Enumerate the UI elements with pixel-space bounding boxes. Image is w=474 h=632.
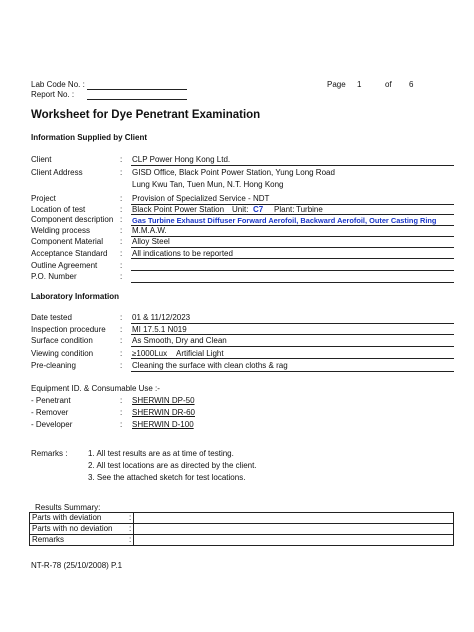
precleaning-label: Pre-cleaning bbox=[31, 361, 76, 370]
welding-value: M.M.A.W. bbox=[132, 226, 167, 235]
results-row-value bbox=[134, 535, 454, 546]
welding-label: Welding process bbox=[31, 226, 90, 235]
colon: : bbox=[120, 396, 123, 405]
remark-item-1: 1. All test results are as at time of testing. bbox=[88, 449, 234, 458]
lab-code-line bbox=[87, 89, 187, 90]
equipment-heading: Equipment ID. & Consumable Use :- bbox=[31, 384, 160, 393]
procedure-value: MI 17.5.1 N019 bbox=[132, 325, 187, 334]
penetrant-label: - Penetrant bbox=[31, 396, 71, 405]
colon: : bbox=[120, 313, 123, 322]
viewing-label: Viewing condition bbox=[31, 349, 94, 358]
location-unit: C7 bbox=[253, 205, 264, 214]
developer-label: - Developer bbox=[31, 420, 73, 429]
acceptance-line bbox=[131, 258, 454, 259]
remarks-label: Remarks : bbox=[31, 449, 68, 458]
colon: : bbox=[120, 155, 123, 164]
table-row bbox=[30, 524, 454, 535]
welding-line bbox=[131, 236, 454, 237]
colon: : bbox=[120, 261, 123, 270]
page-total: 6 bbox=[409, 80, 414, 89]
of-label: of bbox=[385, 80, 392, 89]
procedure-line bbox=[131, 334, 454, 335]
component-value: Gas Turbine Exhaust Diffuser Forward Aerofoil, Backward Aerofoil, Outer Casting Ring bbox=[132, 215, 437, 225]
colon: : bbox=[120, 408, 123, 417]
colon: : bbox=[120, 349, 123, 358]
precleaning-value: Cleaning the surface with clean cloths & rag bbox=[132, 361, 288, 370]
remover-label: - Remover bbox=[31, 408, 69, 417]
client-section-heading: Information Supplied by Client bbox=[31, 133, 147, 142]
colon: : bbox=[120, 237, 123, 246]
results-row-label: Parts with no deviation bbox=[30, 524, 130, 535]
location-plant: Turbine bbox=[296, 205, 323, 214]
material-line bbox=[131, 247, 454, 248]
colon: : bbox=[120, 336, 123, 345]
procedure-label: Inspection procedure bbox=[31, 325, 106, 334]
colon: : bbox=[120, 194, 123, 203]
table-row bbox=[30, 513, 454, 524]
client-value: CLP Power Hong Kong Ltd. bbox=[132, 155, 231, 164]
lab-section-heading: Laboratory Information bbox=[31, 292, 120, 301]
surface-label: Surface condition bbox=[31, 336, 93, 345]
surface-value: As Smooth, Dry and Clean bbox=[132, 336, 227, 345]
page-label: Page bbox=[327, 80, 346, 89]
client-address-line2: Lung Kwu Tan, Tuen Mun, N.T. Hong Kong bbox=[132, 180, 284, 189]
location-unit-label: Unit: bbox=[232, 205, 249, 214]
component-line bbox=[131, 225, 454, 226]
remover-value: SHERWIN DR-60 bbox=[132, 408, 195, 417]
remark-item-2: 2. All test locations are as directed by the client. bbox=[88, 461, 257, 470]
location-station: Black Point Power Station bbox=[132, 205, 225, 214]
client-line bbox=[131, 165, 454, 166]
viewing-extra: Artificial Light bbox=[176, 349, 224, 358]
report-no-line bbox=[87, 99, 187, 100]
developer-value: SHERWIN D-100 bbox=[132, 420, 194, 429]
viewing-value: ≥1000Lux bbox=[132, 349, 168, 358]
date-tested-label: Date tested bbox=[31, 313, 72, 322]
results-row-value bbox=[134, 513, 454, 524]
penetrant-value: SHERWIN DP-50 bbox=[132, 396, 195, 405]
acceptance-label: Acceptance Standard bbox=[31, 249, 108, 258]
colon: : bbox=[120, 205, 123, 214]
lab-code-label: Lab Code No. : bbox=[31, 80, 85, 89]
outline-agreement-label: Outline Agreement bbox=[31, 261, 98, 270]
component-label: Component description bbox=[31, 215, 114, 224]
acceptance-value: All indications to be reported bbox=[132, 249, 233, 258]
colon: : bbox=[120, 249, 123, 258]
colon: : bbox=[120, 272, 123, 281]
remark-item-3: 3. See the attached sketch for test locations. bbox=[88, 473, 246, 482]
colon: : bbox=[120, 226, 123, 235]
client-address-label: Client Address bbox=[31, 168, 83, 177]
client-label: Client bbox=[31, 155, 52, 164]
colon: : bbox=[120, 325, 123, 334]
surface-line bbox=[131, 346, 454, 347]
client-address-line1: GISD Office, Black Point Power Station, Yung Long Road bbox=[132, 168, 335, 177]
colon: : bbox=[129, 524, 134, 535]
colon: : bbox=[120, 168, 123, 177]
date-tested-value: 01 & 11/12/2023 bbox=[132, 313, 191, 322]
project-label: Project bbox=[31, 194, 56, 203]
footer-form-code: NT-R-78 (25/10/2008) P.1 bbox=[31, 561, 123, 570]
colon: : bbox=[120, 361, 123, 370]
project-value: Provision of Specialized Service - NDT bbox=[132, 194, 270, 203]
colon: : bbox=[129, 535, 134, 546]
colon: : bbox=[120, 420, 123, 429]
location-label: Location of test bbox=[31, 205, 86, 214]
po-number-line bbox=[131, 282, 454, 283]
material-value: Alloy Steel bbox=[132, 237, 170, 246]
page-number: 1 bbox=[357, 80, 362, 89]
location-plant-label: Plant: bbox=[274, 205, 295, 214]
material-label: Component Material bbox=[31, 237, 104, 246]
report-no-label: Report No. : bbox=[31, 90, 75, 99]
precleaning-line bbox=[131, 371, 454, 372]
results-row-value bbox=[134, 524, 454, 535]
results-row-label: Remarks bbox=[30, 535, 130, 546]
outline-agreement-line bbox=[131, 270, 454, 271]
po-number-label: P.O. Number bbox=[31, 272, 77, 281]
table-row bbox=[30, 535, 454, 546]
colon: : bbox=[129, 513, 134, 524]
results-summary-table bbox=[29, 512, 454, 546]
viewing-line bbox=[131, 358, 454, 359]
colon: : bbox=[120, 215, 123, 224]
results-row-label: Parts with deviation bbox=[30, 513, 130, 524]
date-tested-line bbox=[131, 323, 454, 324]
results-summary-heading: Results Summary: bbox=[35, 503, 101, 512]
page-title: Worksheet for Dye Penetrant Examination bbox=[31, 109, 261, 121]
